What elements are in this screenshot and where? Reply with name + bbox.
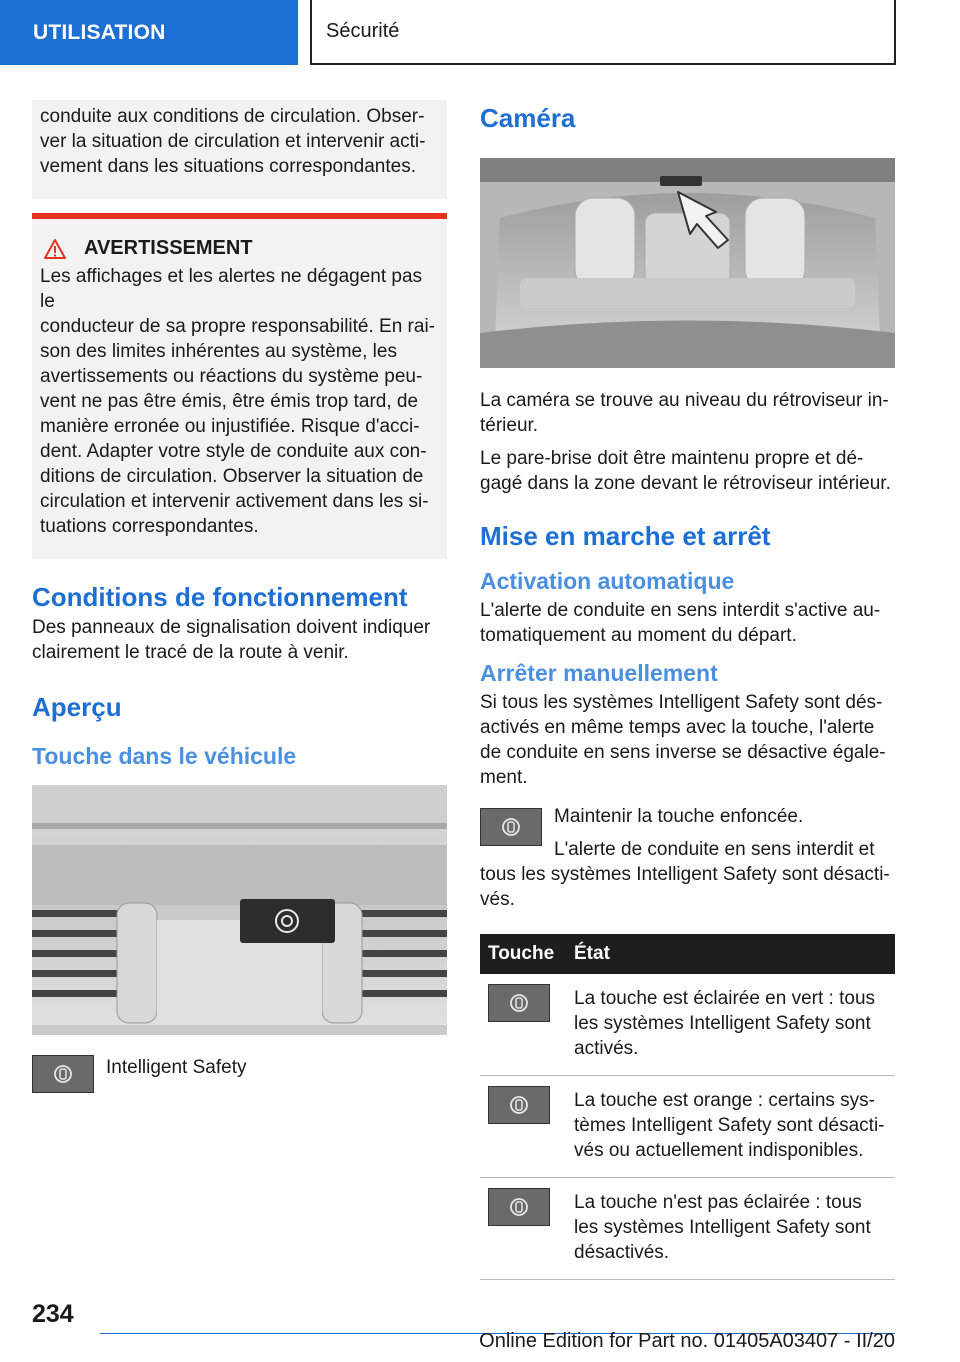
state-line: tèmes Intelligent Safety sont désacti- (574, 1115, 885, 1136)
state-line: La touche est éclairée en vert : tous (574, 988, 876, 1009)
chapter-title: Sécurité (310, 0, 896, 65)
warning-line: son des limites inhérentes au système, les (40, 341, 397, 362)
button-off-icon (488, 1188, 550, 1226)
hold-instruction (480, 804, 895, 912)
result-line: tous les systèmes Intelligent Safety sont désacti- (480, 864, 890, 885)
warning-line: tuations correspondantes. (40, 516, 259, 537)
state-line: désactivés. (574, 1242, 670, 1263)
state-line: La touche est orange : certains sys- (574, 1090, 875, 1111)
manual-line: activés en même temps avec la touche, l'alerte (480, 717, 875, 738)
safety-icon (509, 993, 529, 1013)
state-line: les systèmes Intelligent Safety sont (574, 1217, 871, 1238)
manual-line: Si tous les systèmes Intelligent Safety sont dés- (480, 692, 883, 713)
conditions-line: clairement le tracé de la route à venir. (32, 642, 349, 663)
manual-line: de conduite en sens inverse se désactive égale- (480, 742, 886, 763)
apercu-heading: Aperçu (32, 692, 122, 722)
auto-line: tomatiquement au moment du départ. (480, 625, 797, 646)
edition-note: Online Edition for Part no. 01405A03407 - II/20 (479, 1330, 895, 1352)
warning-line: dent. Adapter votre style de conduite aux con- (40, 441, 427, 462)
warning-line: circulation et intervenir activement dans les si- (40, 491, 429, 512)
dashboard-button-photo (32, 785, 447, 1035)
safety-icon (509, 1197, 529, 1217)
state-line: vés ou actuellement indisponibles. (574, 1140, 864, 1161)
warning-line: vent ne pas être émis, être émis trop tard, de (40, 391, 419, 412)
conditions-heading: Conditions de fonctionnement (32, 582, 408, 612)
camera-photo (480, 158, 895, 368)
state-description (566, 1076, 895, 1178)
warning-line: ditions de circulation. Observer la situation de (40, 466, 424, 487)
manual-line: ment. (480, 767, 528, 788)
left-column (32, 100, 447, 1093)
table-header: État (566, 934, 895, 974)
auto-line: L'alerte de conduite en sens interdit s'active au- (480, 600, 881, 621)
button-orange-icon (488, 1086, 550, 1124)
warning-header (40, 237, 439, 260)
safety-icon (501, 817, 521, 837)
section-tab: UTILISATION (0, 0, 298, 65)
camera-line: La caméra se trouve au niveau du rétroviseur in- (480, 390, 889, 411)
state-icon-cell (480, 1178, 566, 1280)
state-line: activés. (574, 1038, 639, 1059)
parebrise-line: gagé dans la zone devant le rétroviseur intérieur. (480, 473, 891, 494)
warning-line: conducteur de sa propre responsabilité. En rai- (40, 316, 436, 337)
touche-heading: Touche dans le véhicule (32, 743, 297, 769)
state-icon-cell (480, 974, 566, 1076)
table-header-row (480, 934, 895, 974)
state-description (566, 1178, 895, 1280)
intro-line: vement dans les situations correspondantes. (40, 156, 416, 177)
state-icon-cell (480, 1076, 566, 1178)
button-caption-row (32, 1055, 447, 1093)
warning-title: AVERTISSEMENT (84, 237, 253, 259)
hold-text: Maintenir la touche enfoncée. (554, 806, 804, 827)
safety-icon (509, 1095, 529, 1115)
button-state-table (480, 934, 895, 1280)
result-line: vés. (480, 889, 515, 910)
warning-line: avertissements ou réactions du système peu- (40, 366, 423, 387)
camera-line: térieur. (480, 415, 539, 436)
continued-note (32, 100, 447, 199)
camera-heading: Caméra (480, 103, 576, 133)
right-column (480, 100, 895, 1280)
state-description (566, 974, 895, 1076)
button-green-icon (488, 984, 550, 1022)
mise-en-marche-heading: Mise en marche et arrêt (480, 521, 771, 551)
intelligent-safety-button-icon (32, 1055, 94, 1093)
table-row (480, 1076, 895, 1178)
warning-line: manière erronée ou injustifiée. Risque d'acci- (40, 416, 420, 437)
table-row (480, 1178, 895, 1280)
intro-line: ver la situation de circulation et intervenir acti- (40, 131, 426, 152)
state-line: La touche n'est pas éclairée : tous (574, 1192, 862, 1213)
state-line: les systèmes Intelligent Safety sont (574, 1013, 871, 1034)
warning-triangle-icon (44, 239, 66, 259)
result-line: L'alerte de conduite en sens interdit et (554, 839, 875, 860)
intro-line: conduite aux conditions de circulation. Obser- (40, 106, 425, 127)
warning-box (32, 213, 447, 559)
safety-icon (53, 1064, 73, 1084)
parebrise-line: Le pare-brise doit être maintenu propre et dé- (480, 448, 864, 469)
warning-line: Les affichages et les alertes ne dégagent pas le (40, 266, 423, 312)
arret-manuel-heading: Arrêter manuellement (480, 660, 718, 686)
car-interior-illustration (480, 158, 895, 368)
conditions-line: Des panneaux de signalisation doivent indiquer (32, 617, 431, 638)
table-header: Touche (480, 934, 566, 974)
intelligent-safety-button-icon (480, 808, 542, 846)
dashboard-illustration (32, 785, 447, 1035)
button-caption: Intelligent Safety (106, 1057, 247, 1078)
activation-auto-heading: Activation automatique (480, 568, 735, 594)
page-number: 234 (32, 1300, 74, 1328)
table-row (480, 974, 895, 1076)
